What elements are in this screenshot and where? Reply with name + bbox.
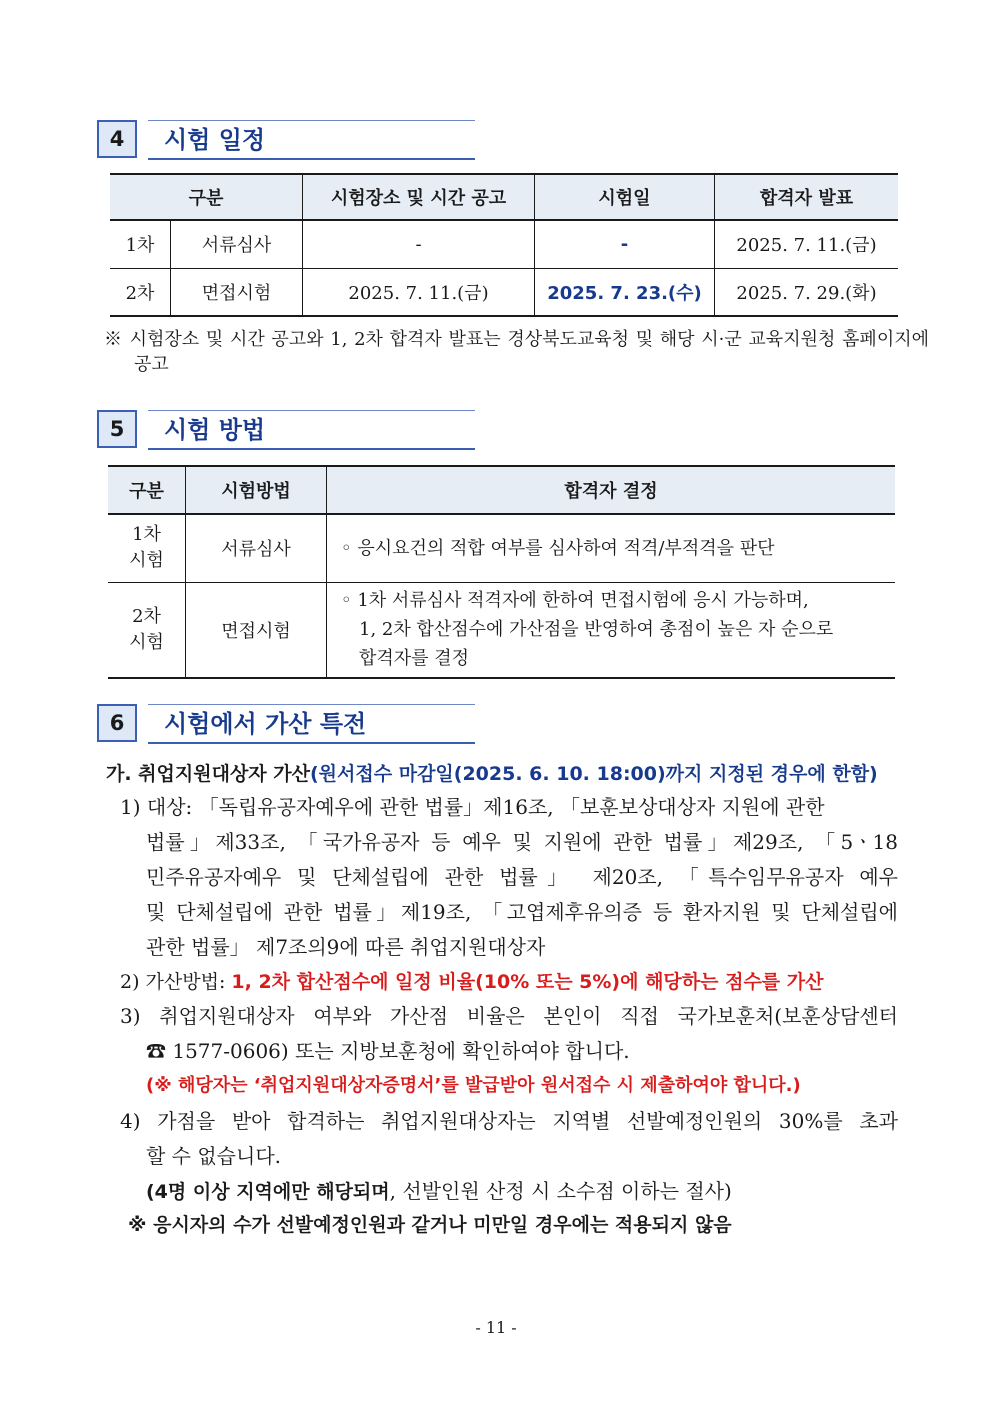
item4-line: 할 수 없습니다. (146, 1144, 281, 1168)
table-row (110, 268, 898, 316)
decision-cell: ◦ 응시요건의 적합 여부를 심사하여 적격/부적격을 판단 (327, 514, 896, 582)
col-header-category: 구분 (108, 466, 186, 514)
item4-note-bold: (4명 이상 지역에만 해당되며 (146, 1181, 390, 1203)
result-cell: 2025. 7. 29.(화) (715, 268, 899, 316)
schedule-note: ※ 시험장소 및 시간 공고와 1, 2차 합격자 발표는 경상북도교육청 및 해당 시·군 교육지원청 홈페이지에 공고 (104, 329, 929, 375)
subheading-label: 가. 취업지원대상자 가산 (106, 763, 310, 785)
item3-warning: (※ 해당자는 ‘취업지원대상자증명서’를 발급받아 원서접수 시 제출하여야 합니다.) (146, 1075, 801, 1096)
stage-cell: 2차 (110, 268, 171, 316)
stage-label: 1차 (132, 524, 161, 546)
section-title: 시험 방법 (148, 410, 475, 450)
item2-line (120, 969, 824, 995)
subheading (106, 761, 878, 787)
col-header-exam-date: 시험일 (535, 174, 715, 220)
method-cell: 서류심사 (186, 514, 327, 582)
item3-line: ☎ 1577-0606) 또는 지방보훈청에 확인하여야 합니다. (146, 1039, 630, 1063)
notice-cell: 2025. 7. 11.(금) (303, 268, 535, 316)
col-header-category: 구분 (110, 174, 303, 220)
exam-date-cell: 2025. 7. 23.(수) (535, 268, 715, 316)
item4-note-rest: , 선발인원 산정 시 소수점 이하는 절사) (389, 1179, 732, 1203)
item4-line: 4) 가점을 받아 합격하는 취업지원대상자는 지역별 선발예정인원의 30%를 초과 (120, 1109, 898, 1133)
decision-line: ◦ 1차 서류심사 적격자에 한하여 면접시험에 응시 가능하며, (341, 590, 809, 612)
stage-cell (108, 514, 186, 582)
table-row (108, 582, 895, 678)
decision-cell (327, 582, 896, 678)
decision-line: 1, 2차 합산점수에 가산점을 반영하여 총점이 높은 자 순으로 (359, 619, 834, 641)
item1-line: 법률」제33조, 「국가유공자 등 예우 및 지원에 관한 법률」제29조, 「5ㆍ18 (146, 830, 898, 854)
section-number: 5 (97, 410, 137, 448)
col-header-method: 시험방법 (186, 466, 327, 514)
section-number: 4 (97, 120, 137, 158)
method-table (108, 465, 895, 679)
table-row (108, 514, 895, 582)
item2-label: 2) 가산방법: (120, 971, 232, 993)
notice-cell: - (303, 220, 535, 268)
item1-line: 민주유공자예우 및 단체설립에 관한 법률」 제20조, 「특수임무유공자 예우 (146, 865, 898, 889)
stage-cell: 1차 (110, 220, 171, 268)
item3-line: 3) 취업지원대상자 여부와 가산점 비율은 본인이 직접 국가보훈처(보훈상담센터 (120, 1004, 898, 1028)
item1-line: 및 단체설립에 관한 법률」제19조, 「고엽제후유의증 등 환자지원 및 단체설립에 (146, 900, 898, 924)
section-title: 시험 일정 (148, 120, 475, 160)
page-number: - 11 - (475, 1318, 517, 1337)
section-number: 6 (97, 704, 137, 742)
item1-line: 관한 법률」 제7조의9에 따른 취업지원대상자 (146, 935, 546, 959)
col-header-decision: 합격자 결정 (327, 466, 896, 514)
stage-label: 시험 (129, 631, 164, 653)
item2-value: 1, 2차 합산점수에 일정 비율(10% 또는 5%)에 해당하는 점수를 가산 (231, 971, 824, 993)
decision-line: 합격자를 결정 (359, 648, 470, 670)
subheading-condition: (원서접수 마감일(2025. 6. 10. 18:00)까지 지정된 경우에 한함) (310, 763, 878, 785)
stage-label: 2차 (132, 605, 161, 627)
type-cell: 면접시험 (171, 268, 303, 316)
item1-line: 1) 대상: 「독립유공자예우에 관한 법률」제16조, 「보훈보상대상자 지원에 관한 (120, 795, 825, 819)
stage-label: 시험 (129, 550, 164, 572)
section-title: 시험에서 가산 특전 (148, 704, 475, 744)
exam-date-cell: - (535, 220, 715, 268)
method-cell: 면접시험 (186, 582, 327, 678)
type-cell: 서류심사 (171, 220, 303, 268)
col-header-result: 합격자 발표 (715, 174, 899, 220)
table-row (110, 220, 898, 268)
col-header-notice: 시험장소 및 시간 공고 (303, 174, 535, 220)
schedule-table (110, 173, 898, 317)
final-note: ※ 응시자의 수가 선발예정인원과 같거나 미만일 경우에는 적용되지 않음 (128, 1214, 732, 1236)
stage-cell (108, 582, 186, 678)
item4-note (146, 1178, 732, 1205)
result-cell: 2025. 7. 11.(금) (715, 220, 899, 268)
